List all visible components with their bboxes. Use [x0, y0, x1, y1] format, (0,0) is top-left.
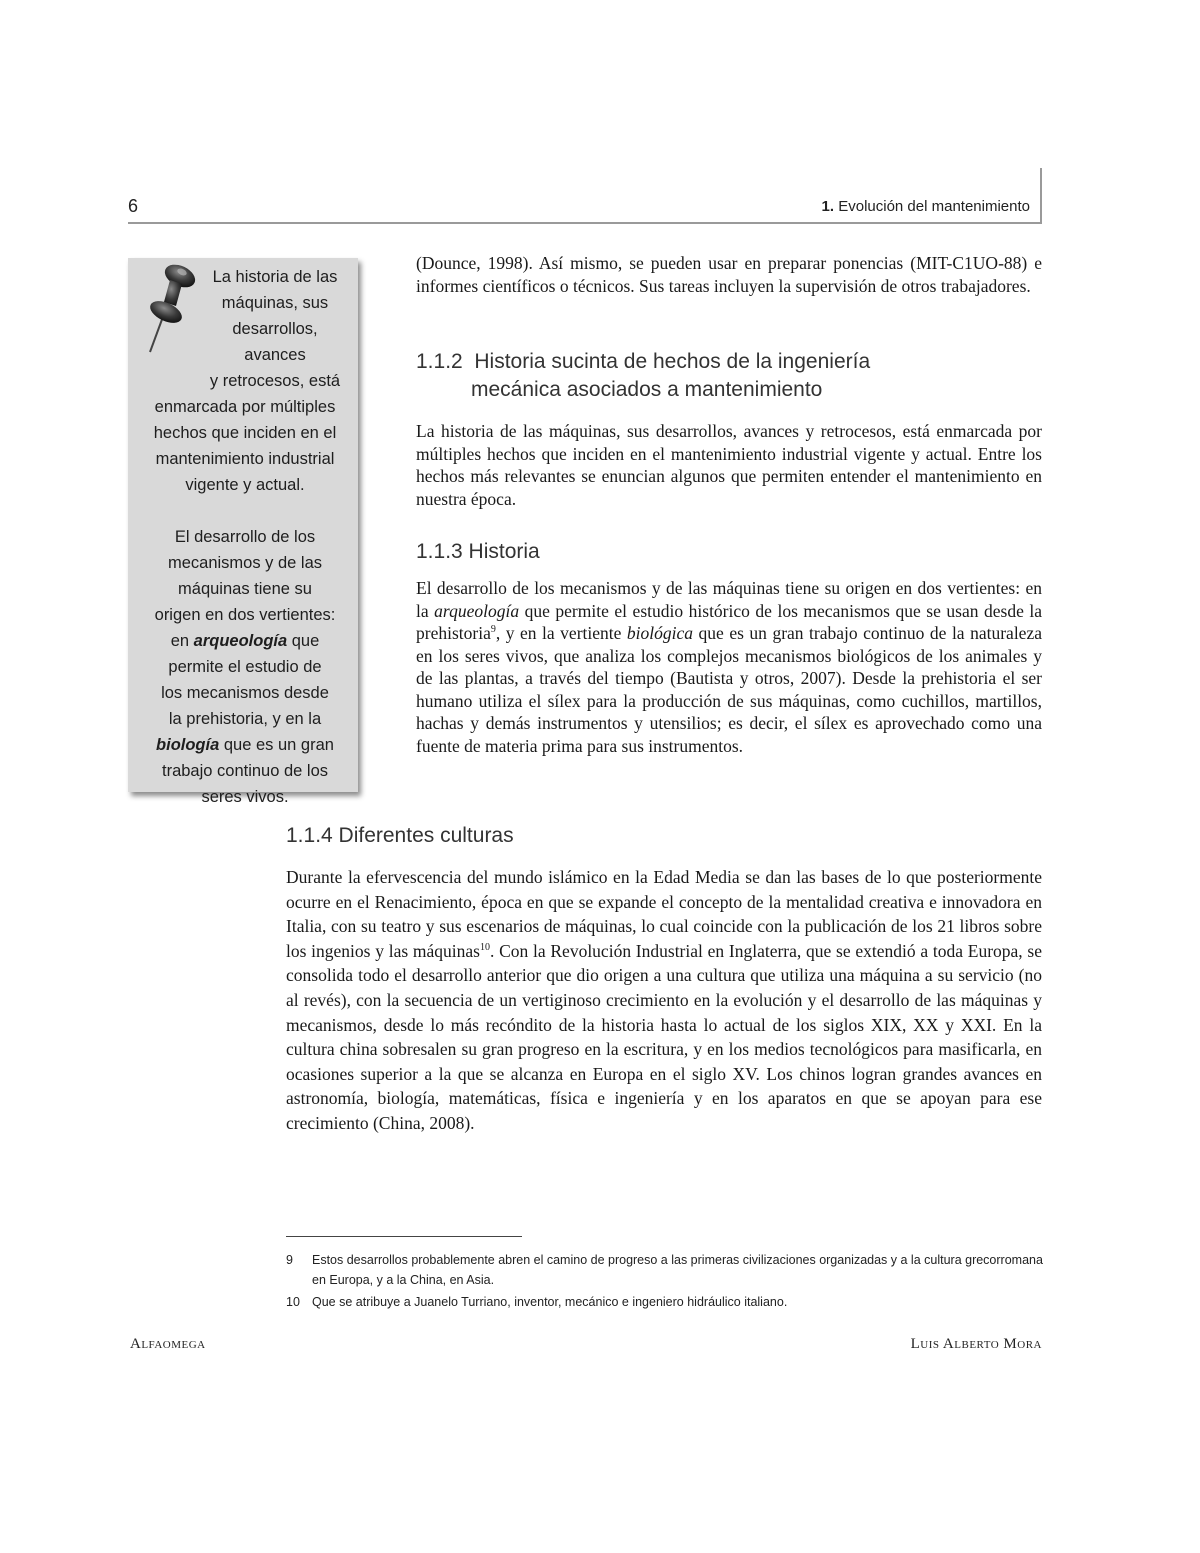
pushpin-icon [142, 262, 202, 354]
text-run: que permite el estudio histórico de los mecanismos que se usan desde la prehistoria [416, 600, 1042, 643]
footnote-9 [286, 1250, 1046, 1290]
sidebar-emphasis-biologia: biología [156, 736, 220, 754]
text-run: . Con la Revolución Industrial en Inglaterra, que se extendió a toda Europa, se consolida todo el desarrollo anterior que dio origen a una cultura que utiliza una máquina a su servicio (no al revés), con la secuencia de un vertiginoso crecimiento en la evolución y el desarrollo de las máquinas y mecanismos, desde lo más recóndito de la historia hasta lo actual de los siglos XIX, XX y XXI. En la cultura china sobresalen su gran progreso en la escritura, y en los medios tecnológicos para masificarla, en ocasiones superior a la que se alcanza en Europa en el siglo XV. Los chinos logran grandes avances en astronomía, biología, matemáticas, física e ingeniería y en los aparatos en que se apoyan para ese crecimiento (China, 2008). [286, 940, 1042, 1133]
heading-text: Historia sucinta de hechos de la ingeniería [474, 350, 871, 373]
heading-line [416, 348, 870, 376]
sidebar-line: hechos que inciden en el [153, 424, 337, 442]
section-1-1-2-body [416, 420, 1042, 510]
sidebar-line: máquinas tiene su [178, 580, 312, 598]
sidebar-line: los mecanismos desde [161, 684, 329, 702]
footnote-ref-9[interactable]: 9 [490, 624, 496, 636]
text-run: , y en la vertiente [495, 623, 627, 643]
sidebar-line: origen en dos vertientes: [154, 606, 336, 624]
text-run: El desarrollo de los mecanismos y de las máquinas tiene su origen en dos vertientes: en la [416, 578, 1042, 621]
running-header [822, 198, 1030, 215]
section-1-1-4-heading: 1.1.4 Diferentes culturas [286, 824, 514, 847]
sidebar-text-run: que es un gran [219, 736, 334, 754]
footer-author: Luis Alberto Mora [910, 1336, 1042, 1352]
section-1-1-4-body [286, 865, 1042, 1136]
sidebar-line: mecanismos y de las [167, 554, 323, 572]
footnote-text: Que se atribuye a Juanelo Turriano, inventor, mecánico e ingeniero hidráulico italiano. [312, 1295, 788, 1309]
sidebar-text-run: en [170, 632, 194, 650]
header-vertical-rule [1040, 168, 1042, 224]
emphasis-arqueologia: arqueología [434, 600, 520, 621]
sidebar-line: desarrollos, avances [232, 320, 318, 364]
sidebar-line: El desarrollo de los [174, 528, 316, 546]
footer-publisher: Alfaomega [130, 1336, 206, 1352]
sidebar-line: mantenimiento industrial [155, 450, 335, 468]
footnote-rule [286, 1236, 522, 1237]
footnote-ref-10[interactable]: 10 [479, 941, 490, 953]
footnote-number: 9 [286, 1253, 293, 1267]
sidebar-line [140, 628, 350, 654]
page-number: 6 [128, 196, 139, 216]
section-1-1-3-heading: 1.1.3 Historia [416, 540, 540, 563]
text-run: Durante la efervescencia del mundo islámico en la Edad Media se dan las bases de lo que posteriormente ocurre en el Renacimiento, época en que se expande el concepto de la mentalidad creativa e innovadora en Italia, con su teatro y sus escenarios de máquinas, lo cual coincide con la publicación de los 21 libros sobre los ingenios y las máquinas [286, 867, 1042, 961]
sidebar-line: trabajo continuo de los [161, 762, 329, 780]
section-1-1-3-body [416, 577, 1042, 757]
sidebar-line: máquinas, sus [221, 294, 329, 312]
intro-text: (Dounce, 1998). Así mismo, se pueden usar en preparar ponencias (MIT-C1UO-88) e informes científicos o técnicos. Sus tareas incluyen la supervisión de otros trabajadores. [416, 253, 1042, 296]
sidebar-paragraph-2 [140, 524, 350, 810]
paragraph [416, 577, 1042, 757]
sidebar-line: La historia de las [212, 268, 338, 286]
sidebar-line: y retrocesos, está [209, 372, 341, 390]
intro-paragraph [416, 252, 1042, 297]
footnote-10 [286, 1292, 1046, 1312]
paragraph: La historia de las máquinas, sus desarrollos, avances y retrocesos, está enmarcada por múltiples hechos que inciden en el mantenimiento industrial vigente y actual. Entre los hechos más relevantes se enuncian algunos que permiten entender el mantenimiento en nuestra época. [416, 421, 1042, 509]
sidebar-emphasis-arqueologia: arqueología [193, 632, 288, 650]
sidebar-line [140, 732, 350, 758]
sidebar-line: enmarcada por múltiples [154, 398, 336, 416]
heading-line: mecánica asociados a mantenimiento [471, 378, 823, 401]
sidebar-text-run: que [287, 632, 320, 650]
sidebar-line: vigente y actual. [185, 476, 305, 494]
sidebar-line: la prehistoria, y en la [168, 710, 322, 728]
sidebar-line: permite el estudio de [168, 658, 322, 676]
paragraph [286, 865, 1042, 1136]
text-run: que es un gran trabajo continuo de la naturaleza en los seres vivos, que analiza los complejos mecanismos biológicos de los animales y de las plantas, a través del tiempo (Bautista y otros, 2007). Desde la prehistoria el ser humano utiliza el sílex para la producción de sus máquinas, como cuchillos, martillos, hachas y demás instrumentos y utensilios; es decir, el sílex es aprovechado como una fuente de materia prima para sus instrumentos. [416, 623, 1042, 756]
footnote-number: 10 [286, 1295, 300, 1309]
chapter-title: Evolución del mantenimiento [838, 198, 1030, 215]
sidebar-line: seres vivos. [201, 788, 289, 806]
footnote-text: Estos desarrollos probablemente abren el camino de progreso a las primeras civilizaciones organizadas y a la cultura grecorromana en Europa, y a la China, en Asia. [312, 1253, 1043, 1287]
emphasis-biologica: biológica [626, 623, 694, 643]
section-number: 1.1.2 [416, 350, 463, 373]
chapter-number: 1. [821, 198, 835, 215]
section-1-1-2-heading [416, 348, 870, 404]
header-rule [128, 222, 1042, 224]
